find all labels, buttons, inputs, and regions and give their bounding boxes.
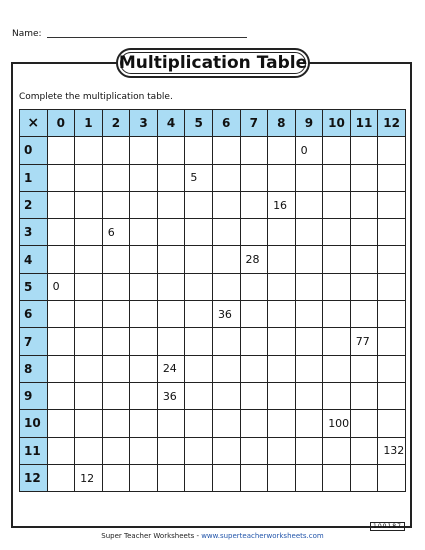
answer-cell[interactable] [212, 437, 240, 464]
answer-cell[interactable] [130, 273, 158, 300]
answer-cell[interactable] [75, 273, 103, 300]
answer-cell[interactable] [102, 382, 130, 409]
answer-cell[interactable] [47, 382, 75, 409]
answer-cell[interactable]: 12 [75, 464, 103, 491]
answer-cell[interactable] [323, 301, 351, 328]
answer-cell[interactable] [185, 355, 213, 382]
answer-cell[interactable] [378, 191, 406, 218]
answer-cell[interactable]: 28 [240, 246, 268, 273]
table-row [20, 137, 406, 164]
answer-cell[interactable] [350, 437, 378, 464]
answer-cell[interactable] [185, 382, 213, 409]
row-header: 9 [20, 382, 48, 409]
multiply-symbol: × [20, 110, 48, 137]
answer-cell[interactable] [323, 246, 351, 273]
row-header: 2 [20, 191, 48, 218]
answer-cell[interactable] [75, 382, 103, 409]
answer-cell[interactable] [350, 273, 378, 300]
answer-cell[interactable] [185, 191, 213, 218]
column-header: 1 [75, 110, 103, 137]
row-header: 0 [20, 137, 48, 164]
answer-cell[interactable] [102, 410, 130, 437]
answer-cell[interactable] [240, 137, 268, 164]
answer-cell[interactable] [185, 328, 213, 355]
table-row [20, 246, 406, 273]
answer-cell[interactable] [295, 355, 323, 382]
answer-cell[interactable] [47, 301, 75, 328]
answer-cell[interactable] [185, 137, 213, 164]
answer-cell[interactable] [323, 328, 351, 355]
column-header: 2 [102, 110, 130, 137]
answer-cell[interactable] [157, 164, 185, 191]
table-row [20, 464, 406, 491]
answer-cell[interactable] [268, 328, 296, 355]
answer-cell[interactable] [102, 301, 130, 328]
answer-cell[interactable]: 36 [212, 301, 240, 328]
answer-cell[interactable] [75, 246, 103, 273]
answer-cell[interactable] [240, 164, 268, 191]
answer-cell[interactable] [323, 219, 351, 246]
row-header: 8 [20, 355, 48, 382]
title-banner [116, 48, 310, 78]
answer-cell[interactable] [130, 437, 158, 464]
answer-cell[interactable] [185, 464, 213, 491]
answer-cell[interactable] [212, 410, 240, 437]
answer-cell[interactable] [157, 219, 185, 246]
answer-cell[interactable] [130, 410, 158, 437]
answer-cell[interactable] [185, 219, 213, 246]
answer-cell[interactable] [268, 301, 296, 328]
name-line[interactable] [47, 37, 247, 38]
answer-cell[interactable] [212, 246, 240, 273]
row-header: 12 [20, 464, 48, 491]
answer-cell[interactable] [130, 246, 158, 273]
column-header: 12 [378, 110, 406, 137]
answer-cell[interactable] [130, 328, 158, 355]
answer-cell[interactable] [323, 437, 351, 464]
answer-cell[interactable] [212, 219, 240, 246]
answer-cell[interactable] [350, 219, 378, 246]
answer-cell[interactable] [102, 437, 130, 464]
answer-cell[interactable] [323, 355, 351, 382]
answer-cell[interactable] [378, 410, 406, 437]
table-row [20, 191, 406, 218]
answer-cell[interactable] [130, 137, 158, 164]
table-row [20, 301, 406, 328]
answer-cell[interactable] [212, 464, 240, 491]
answer-cell[interactable] [350, 164, 378, 191]
answer-cell[interactable] [185, 410, 213, 437]
answer-cell[interactable] [75, 410, 103, 437]
answer-cell[interactable] [295, 219, 323, 246]
answer-cell[interactable] [268, 246, 296, 273]
answer-cell[interactable] [75, 437, 103, 464]
answer-cell[interactable] [378, 301, 406, 328]
table-row [20, 437, 406, 464]
table-row [20, 382, 406, 409]
table-row [20, 328, 406, 355]
worksheet-code: 100187 [370, 522, 405, 531]
answer-cell[interactable]: 5 [185, 164, 213, 191]
answer-cell[interactable] [295, 246, 323, 273]
column-header: 11 [350, 110, 378, 137]
answer-cell[interactable] [185, 246, 213, 273]
answer-cell[interactable] [47, 137, 75, 164]
answer-cell[interactable] [268, 219, 296, 246]
answer-cell[interactable] [47, 191, 75, 218]
instruction-text: Complete the multiplication table. [19, 92, 173, 102]
answer-cell[interactable] [157, 191, 185, 218]
answer-cell[interactable] [323, 273, 351, 300]
table-row [20, 273, 406, 300]
answer-cell[interactable] [212, 355, 240, 382]
answer-cell[interactable] [268, 137, 296, 164]
column-header: 10 [323, 110, 351, 137]
answer-cell[interactable] [185, 273, 213, 300]
answer-cell[interactable] [378, 164, 406, 191]
answer-cell[interactable] [75, 219, 103, 246]
answer-cell[interactable] [295, 382, 323, 409]
footer-brand: Super Teacher Worksheets - [101, 532, 202, 540]
answer-cell[interactable] [130, 464, 158, 491]
answer-cell[interactable] [185, 437, 213, 464]
row-header: 11 [20, 437, 48, 464]
answer-cell[interactable] [240, 437, 268, 464]
answer-cell[interactable] [130, 191, 158, 218]
answer-cell[interactable]: 6 [102, 219, 130, 246]
column-header: 9 [295, 110, 323, 137]
answer-cell[interactable] [212, 273, 240, 300]
answer-cell[interactable] [323, 164, 351, 191]
answer-cell[interactable] [295, 191, 323, 218]
answer-cell[interactable] [212, 382, 240, 409]
row-header: 3 [20, 219, 48, 246]
answer-cell[interactable]: 0 [295, 137, 323, 164]
table-row [20, 355, 406, 382]
answer-cell[interactable] [102, 191, 130, 218]
answer-cell[interactable] [157, 273, 185, 300]
answer-cell[interactable] [130, 301, 158, 328]
answer-cell[interactable]: 36 [157, 382, 185, 409]
row-header: 10 [20, 410, 48, 437]
column-header: 7 [240, 110, 268, 137]
answer-cell[interactable] [323, 382, 351, 409]
answer-cell[interactable] [268, 410, 296, 437]
header-row [20, 110, 406, 137]
answer-cell[interactable] [185, 301, 213, 328]
answer-cell[interactable] [295, 273, 323, 300]
answer-cell[interactable] [378, 246, 406, 273]
answer-cell[interactable] [240, 410, 268, 437]
column-header: 6 [212, 110, 240, 137]
answer-cell[interactable] [350, 137, 378, 164]
answer-cell[interactable] [268, 164, 296, 191]
answer-cell[interactable] [212, 328, 240, 355]
answer-cell[interactable] [240, 273, 268, 300]
answer-cell[interactable] [47, 246, 75, 273]
footer [0, 532, 425, 540]
footer-link[interactable]: www.superteacherworksheets.com [201, 532, 324, 540]
answer-cell[interactable] [47, 328, 75, 355]
answer-cell[interactable] [47, 164, 75, 191]
answer-cell[interactable] [157, 437, 185, 464]
answer-cell[interactable] [75, 191, 103, 218]
answer-cell[interactable] [157, 246, 185, 273]
answer-cell[interactable] [378, 137, 406, 164]
answer-cell[interactable] [268, 273, 296, 300]
answer-cell[interactable] [157, 328, 185, 355]
answer-cell[interactable] [323, 191, 351, 218]
answer-cell[interactable] [378, 464, 406, 491]
answer-cell[interactable] [157, 137, 185, 164]
answer-cell[interactable] [350, 382, 378, 409]
answer-cell[interactable] [350, 355, 378, 382]
column-header: 0 [47, 110, 75, 137]
answer-cell[interactable] [75, 328, 103, 355]
row-header: 4 [20, 246, 48, 273]
answer-cell[interactable] [295, 301, 323, 328]
answer-cell[interactable] [157, 464, 185, 491]
answer-cell[interactable] [268, 355, 296, 382]
row-header: 5 [20, 273, 48, 300]
answer-cell[interactable] [47, 219, 75, 246]
column-header: 4 [157, 110, 185, 137]
answer-cell[interactable]: 24 [157, 355, 185, 382]
column-header: 8 [268, 110, 296, 137]
row-header: 1 [20, 164, 48, 191]
answer-cell[interactable] [102, 328, 130, 355]
answer-cell[interactable] [295, 464, 323, 491]
answer-cell[interactable] [47, 464, 75, 491]
answer-cell[interactable] [240, 219, 268, 246]
answer-cell[interactable] [47, 437, 75, 464]
answer-cell[interactable] [268, 382, 296, 409]
answer-cell[interactable] [350, 301, 378, 328]
answer-cell[interactable] [130, 355, 158, 382]
answer-cell[interactable] [212, 137, 240, 164]
column-header: 3 [130, 110, 158, 137]
answer-cell[interactable] [378, 328, 406, 355]
answer-cell[interactable] [350, 464, 378, 491]
answer-cell[interactable] [102, 273, 130, 300]
answer-cell[interactable] [295, 437, 323, 464]
answer-cell[interactable] [75, 137, 103, 164]
answer-cell[interactable] [75, 301, 103, 328]
answer-cell[interactable] [378, 355, 406, 382]
answer-cell[interactable] [240, 191, 268, 218]
answer-cell[interactable] [350, 246, 378, 273]
answer-cell[interactable] [130, 382, 158, 409]
answer-cell[interactable]: 0 [47, 273, 75, 300]
answer-cell[interactable] [157, 301, 185, 328]
row-header: 7 [20, 328, 48, 355]
multiplication-table [19, 109, 406, 492]
answer-cell[interactable] [102, 164, 130, 191]
answer-cell[interactable] [240, 328, 268, 355]
answer-cell[interactable] [240, 301, 268, 328]
answer-cell[interactable]: 132 [378, 437, 406, 464]
answer-cell[interactable] [130, 164, 158, 191]
table-row [20, 410, 406, 437]
page-title: Multiplication Table [118, 53, 308, 73]
answer-cell[interactable]: 100 [323, 410, 351, 437]
answer-cell[interactable] [75, 355, 103, 382]
table-row [20, 164, 406, 191]
answer-cell[interactable] [102, 355, 130, 382]
answer-cell[interactable] [268, 464, 296, 491]
answer-cell[interactable] [240, 464, 268, 491]
answer-cell[interactable]: 77 [350, 328, 378, 355]
answer-cell[interactable] [268, 437, 296, 464]
answer-cell[interactable] [47, 355, 75, 382]
answer-cell[interactable] [350, 191, 378, 218]
answer-cell[interactable] [102, 137, 130, 164]
answer-cell[interactable] [240, 382, 268, 409]
answer-cell[interactable] [212, 164, 240, 191]
answer-cell[interactable] [378, 273, 406, 300]
answer-cell[interactable] [75, 164, 103, 191]
table-row [20, 219, 406, 246]
row-header: 6 [20, 301, 48, 328]
answer-cell[interactable] [350, 410, 378, 437]
answer-cell[interactable] [47, 410, 75, 437]
answer-cell[interactable]: 16 [268, 191, 296, 218]
column-header: 5 [185, 110, 213, 137]
answer-cell[interactable] [295, 328, 323, 355]
answer-cell[interactable] [240, 355, 268, 382]
answer-cell[interactable] [323, 137, 351, 164]
answer-cell[interactable] [130, 219, 158, 246]
name-label: Name: [12, 29, 42, 39]
answer-cell[interactable] [212, 191, 240, 218]
answer-cell[interactable] [102, 464, 130, 491]
answer-cell[interactable] [323, 464, 351, 491]
answer-cell[interactable] [157, 410, 185, 437]
answer-cell[interactable] [295, 410, 323, 437]
answer-cell[interactable] [102, 246, 130, 273]
answer-cell[interactable] [295, 164, 323, 191]
answer-cell[interactable] [378, 219, 406, 246]
answer-cell[interactable] [378, 382, 406, 409]
